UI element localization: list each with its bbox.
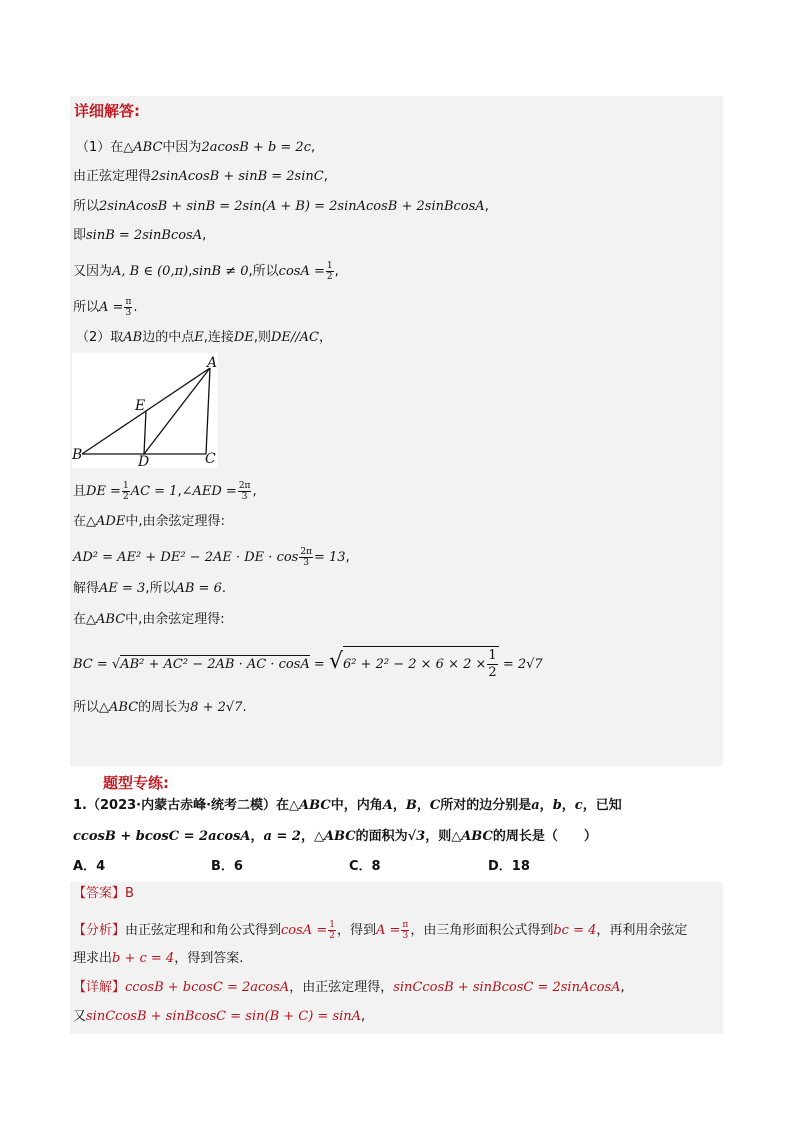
text: , xyxy=(334,264,339,279)
math: 2acosB + b = 2c xyxy=(201,140,311,155)
math: √3 xyxy=(407,829,426,844)
math: AB² + AC² − 2AB · AC · cosA xyxy=(120,657,310,672)
denominator: 2 xyxy=(326,272,333,282)
part-label: （1）在 xyxy=(76,140,124,155)
math: DE//AC xyxy=(270,330,319,345)
math: ABC xyxy=(133,140,163,155)
option-value: 6 xyxy=(233,859,243,874)
practice-heading: 题型专练: xyxy=(103,774,169,792)
text: ,连接 xyxy=(203,330,234,345)
numerator: π xyxy=(402,920,409,930)
denominator: 2 xyxy=(122,492,129,502)
question-number: 1. xyxy=(73,798,87,813)
math: 2sinAcosB + sinB = 2sinC xyxy=(151,169,324,184)
numerator: 2π xyxy=(238,481,251,491)
fraction xyxy=(299,547,313,568)
triangle-symbol: △ xyxy=(86,514,97,529)
numerator: 1 xyxy=(488,648,497,663)
line-9 xyxy=(73,513,225,531)
math: = xyxy=(313,657,325,672)
math: A = xyxy=(99,300,124,315)
math: = 13 xyxy=(314,550,346,565)
text: ，得到 xyxy=(336,923,376,938)
denominator: 2 xyxy=(329,931,335,941)
text: ,所以 xyxy=(145,581,176,596)
text: ，则△ xyxy=(425,829,462,844)
math: ccosB + bcosC = 2acosA xyxy=(125,980,290,995)
text: 中,由余弦定理得: xyxy=(125,612,225,627)
math: b xyxy=(552,798,562,813)
text: 解得 xyxy=(73,581,100,596)
math: ABC xyxy=(461,829,493,844)
text: , xyxy=(177,484,182,499)
math: ccosB + bcosC = 2acosA xyxy=(73,829,251,844)
text: 又因为 xyxy=(73,264,113,279)
option-c[interactable] xyxy=(349,858,381,876)
math: sinB = 2sinBcosA xyxy=(86,228,203,243)
math: 8 + 2√7 xyxy=(190,700,243,715)
radical-sign: √ xyxy=(328,649,343,674)
text: 所以 xyxy=(73,300,100,315)
line-14 xyxy=(73,699,247,717)
text: ，已知 xyxy=(582,798,622,813)
text: 在△ xyxy=(276,798,300,813)
text: 的周长是（ ） xyxy=(492,829,597,844)
triangle-symbol: △ xyxy=(86,612,97,627)
option-key: B． xyxy=(211,859,234,874)
math: ADE xyxy=(96,514,126,529)
text: . xyxy=(242,700,247,715)
fraction xyxy=(487,648,497,681)
text: ，再利用余弦定 xyxy=(596,923,688,938)
math: a = 2 xyxy=(263,829,301,844)
text: ， xyxy=(539,798,553,813)
label-d: D xyxy=(138,454,150,468)
text: . xyxy=(221,581,226,596)
math: B xyxy=(405,798,417,813)
math: AB xyxy=(123,330,143,345)
text: 所以 xyxy=(73,700,100,715)
denominator: 3 xyxy=(241,492,248,502)
numerator: 1 xyxy=(122,481,129,491)
analysis-line-2 xyxy=(73,950,243,968)
text: , xyxy=(252,484,257,499)
option-d[interactable] xyxy=(488,858,530,876)
question-source: （2023·内蒙古赤峰·统考二模） xyxy=(86,798,277,813)
line-12 xyxy=(73,611,225,629)
math: 6² + 2² − 2 × 6 × 2 × xyxy=(342,657,487,672)
math: DE xyxy=(233,330,254,345)
fraction xyxy=(122,481,130,502)
text: 在 xyxy=(73,612,87,627)
line-4 xyxy=(73,227,206,245)
fraction xyxy=(124,297,132,318)
math: C xyxy=(429,798,441,813)
line-11 xyxy=(73,580,226,598)
line-5 xyxy=(73,261,339,282)
solution-heading: 详细解答: xyxy=(74,102,140,120)
numerator: π xyxy=(125,297,132,307)
text: , xyxy=(310,140,316,155)
numerator: 2π xyxy=(300,547,312,557)
denominator: 2 xyxy=(488,665,497,680)
math: b + c = 4 xyxy=(112,951,175,966)
radical-sign: √ xyxy=(111,657,121,672)
text: 中，内角 xyxy=(330,798,383,813)
math: sinCcosB + sinBcosC = sin(B + C) = sinA xyxy=(86,1009,362,1024)
text: 的周长为 xyxy=(138,700,191,715)
answer-label: 【答案】 xyxy=(73,886,126,901)
text: , xyxy=(620,980,625,995)
text: ，由正弦定理得， xyxy=(289,980,394,995)
option-value: 18 xyxy=(511,859,530,874)
math: ABC xyxy=(299,798,331,813)
text: 由正弦定理和和角公式得到 xyxy=(125,923,282,938)
math: E xyxy=(194,330,204,345)
math: A = xyxy=(375,923,401,938)
math: AD² = AE² + DE² − 2AE · DE · cos xyxy=(73,550,299,565)
math: cosA = xyxy=(278,264,325,279)
part1-line xyxy=(76,139,315,157)
text: 又 xyxy=(73,1009,87,1024)
math: sinCcosB + sinBcosC = 2sinAcosA xyxy=(393,980,621,995)
fraction xyxy=(328,920,336,941)
text: , xyxy=(484,199,489,214)
math: sinB ≠ 0 xyxy=(192,264,249,279)
text: 所以 xyxy=(73,199,100,214)
line-6 xyxy=(73,297,138,318)
option-value: 4 xyxy=(96,859,106,874)
answer-line xyxy=(73,885,134,903)
text: ， xyxy=(392,798,406,813)
text: ，由三角形面积公式得到 xyxy=(410,923,554,938)
detail-label: 【详解】 xyxy=(73,980,126,995)
part-label: （2）取 xyxy=(76,330,124,345)
text: , xyxy=(202,228,207,243)
text: 由正弦定理得 xyxy=(73,169,152,184)
math: 2sinAcosB + sinB = 2sin(A + B) = 2sinAcosB + 2sinBcosA xyxy=(99,199,485,214)
text: ,所以 xyxy=(248,264,279,279)
analysis-label: 【分析】 xyxy=(73,923,126,938)
text: . xyxy=(133,300,138,315)
math: = 2√7 xyxy=(502,657,543,672)
denominator: 3 xyxy=(402,931,409,941)
math: ABC xyxy=(96,612,126,627)
text: 中因为 xyxy=(162,140,202,155)
math: AB = 6 xyxy=(175,581,222,596)
math: AC = 1 xyxy=(130,484,178,499)
option-b[interactable] xyxy=(211,858,243,876)
detail-line-1 xyxy=(73,979,625,997)
label-e: E xyxy=(135,398,146,414)
text: ， xyxy=(250,829,264,844)
text: ， xyxy=(318,330,332,345)
text: 在 xyxy=(73,514,87,529)
triangle-symbol: △ xyxy=(99,700,110,715)
text: 边的中点 xyxy=(142,330,195,345)
fraction xyxy=(326,261,334,282)
math: ∠AED = xyxy=(181,484,237,499)
line-2 xyxy=(73,168,328,186)
label-b: B xyxy=(72,447,83,463)
math: ABC xyxy=(109,700,139,715)
triangle-symbol: △ xyxy=(123,140,134,155)
math: AE = 3 xyxy=(99,581,146,596)
math: c xyxy=(574,798,583,813)
detail-line-2 xyxy=(73,1008,365,1026)
text: ，得到答案. xyxy=(174,951,244,966)
line-8 xyxy=(73,481,257,502)
radicand xyxy=(343,646,499,681)
text: , xyxy=(361,1009,366,1024)
option-key: C． xyxy=(349,859,372,874)
math: ABC xyxy=(323,829,356,844)
line-10 xyxy=(73,547,350,568)
text: 中,由余弦定理得: xyxy=(125,514,225,529)
denominator: 3 xyxy=(303,558,310,568)
numerator: 1 xyxy=(329,920,335,930)
option-key: D． xyxy=(488,859,512,874)
math: A, B ∈ (0,π) xyxy=(112,264,189,279)
text: ， xyxy=(561,798,575,813)
text: ， xyxy=(416,798,430,813)
analysis-line-1 xyxy=(73,920,687,941)
line-3 xyxy=(73,198,489,216)
fraction xyxy=(238,481,252,502)
numerator: 1 xyxy=(326,261,333,271)
text: ，△ xyxy=(300,829,324,844)
text: 的面积为 xyxy=(355,829,408,844)
text: ,则 xyxy=(253,330,271,345)
question-line-2 xyxy=(73,828,597,846)
text: , xyxy=(323,169,328,184)
text: 即 xyxy=(73,228,87,243)
text: 所对的边分别是 xyxy=(440,798,532,813)
math: BC = xyxy=(73,657,108,672)
line-13 xyxy=(73,645,543,682)
option-value: 8 xyxy=(371,859,381,874)
label-c: C xyxy=(205,451,216,467)
math: cosA = xyxy=(281,923,328,938)
answer-value: B xyxy=(125,886,134,901)
text: 且 xyxy=(73,484,87,499)
text: 理求出 xyxy=(73,951,113,966)
part2-line xyxy=(76,329,332,347)
math: DE = xyxy=(86,484,121,499)
math: a xyxy=(531,798,540,813)
option-key: A． xyxy=(73,859,97,874)
math: A xyxy=(382,798,393,813)
math: bc = 4 xyxy=(553,923,597,938)
text: , xyxy=(345,550,350,565)
denominator: 3 xyxy=(125,308,132,318)
question-line-1 xyxy=(73,797,622,815)
option-a[interactable] xyxy=(73,858,105,876)
label-a: A xyxy=(207,355,218,371)
triangle-figure xyxy=(72,353,218,468)
text: , xyxy=(188,264,193,279)
fraction xyxy=(401,920,409,941)
